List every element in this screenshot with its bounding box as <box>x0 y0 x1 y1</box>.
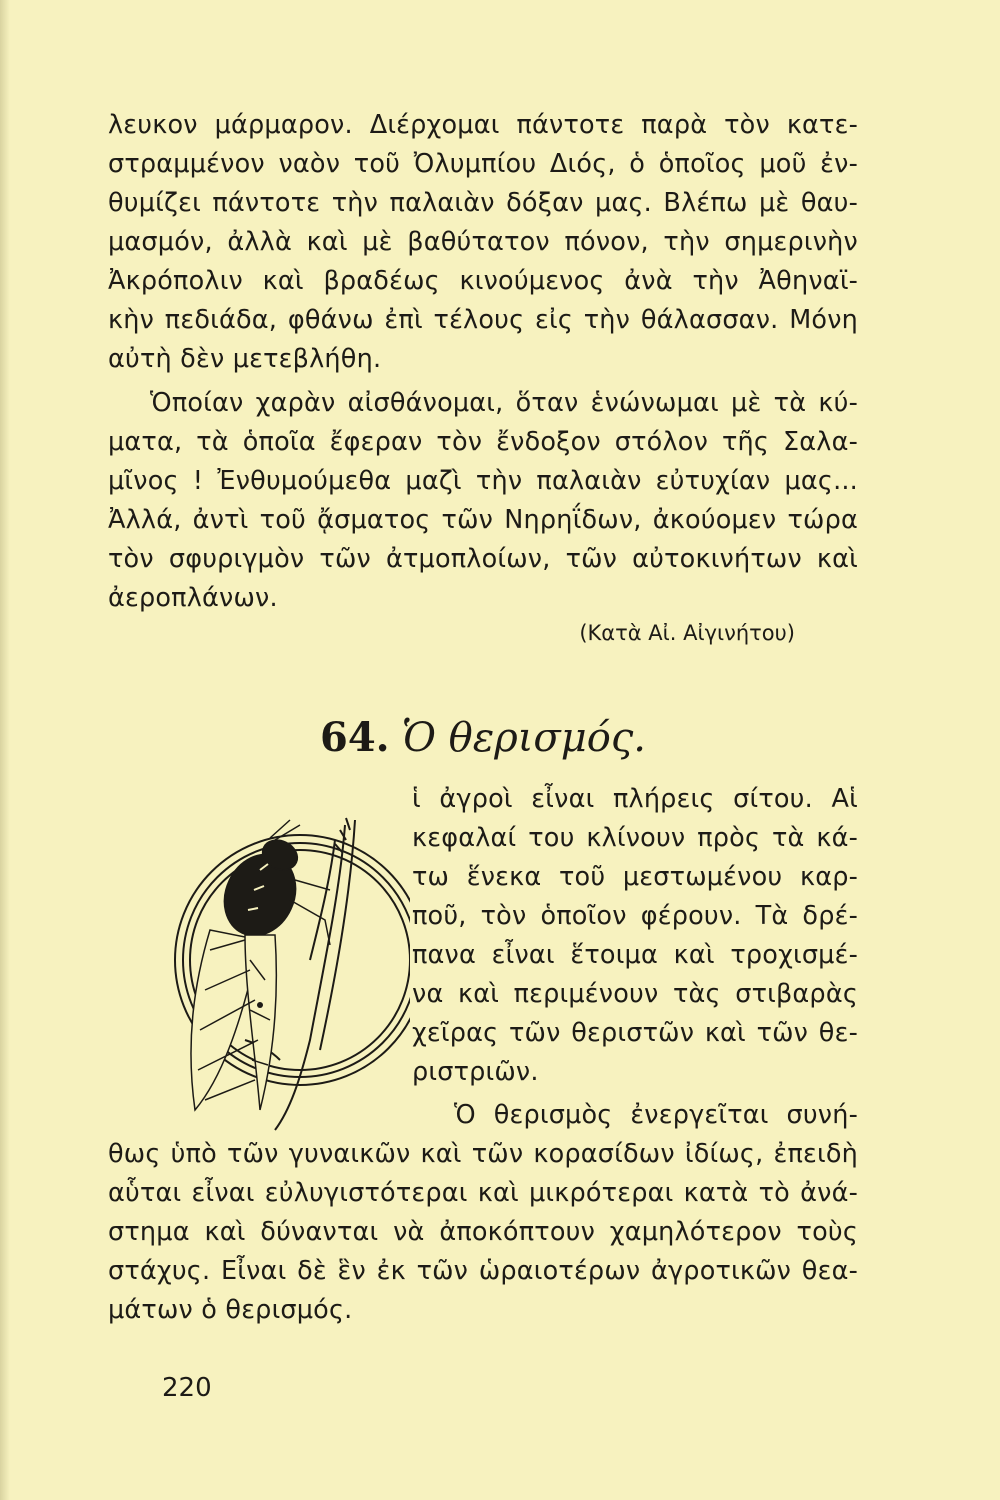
text-line: λευκον μάρμαρον. Διέρχομαι πάντοτε παρὰ τὸν κατε- <box>108 110 858 140</box>
text-line: μάτων ὁ θερισμός. <box>108 1295 353 1325</box>
text-line: στάχυς. Εἶναι δὲ ἓν ἐκ τῶν ὡραιοτέρων ἀγροτικῶν θεα- <box>108 1256 858 1286</box>
text-line: τω ἕνεκα τοῦ μεστωμένου καρ- <box>412 862 858 892</box>
text-line: αὐτὴ δὲν μετεβλήθη. <box>108 344 382 374</box>
text-line: ἀεροπλάνων. <box>108 583 278 613</box>
text-line: θως ὑπὸ τῶν γυναικῶν καὶ τῶν κορασίδων ἰδίως, ἐπειδὴ <box>108 1139 858 1169</box>
page-number: 220 <box>162 1373 212 1403</box>
cicada-wheat-emblem-icon <box>150 810 410 1140</box>
text-line: μασμόν, ἀλλὰ καὶ μὲ βαθύτατον πόνον, τὴν σημερινὴν <box>108 227 858 257</box>
text-line: ριστριῶν. <box>412 1057 539 1087</box>
section-heading <box>320 710 646 766</box>
text-line: Ὁ θερισμὸς ἐνεργεῖται συνή- <box>454 1100 858 1130</box>
text-line: μῖνος ! Ἐνθυμούμεθα μαζὶ τὴν παλαιὰν εὐτυχίαν μας... <box>108 466 858 496</box>
text-line: ἱ ἀγροὶ εἶναι πλήρεις σίτου. Αἱ <box>412 784 858 814</box>
text-line: Ἀλλά, ἀντὶ τοῦ ᾄσματος τῶν Νηρηΐδων, ἀκούομεν τώρα <box>108 505 858 535</box>
text-line: πανα εἶναι ἕτοιμα καὶ τροχισμέ- <box>412 940 858 970</box>
text-line: κεφαλαί του κλίνουν πρὸς τὰ κά- <box>412 823 858 853</box>
text-line: θυμίζει πάντοτε τὴν παλαιὰν δόξαν μας. Βλέπω μὲ θαυ- <box>108 188 858 218</box>
text-line: στημα καὶ δύνανται νὰ ἀποκόπτουν χαμηλότερον τοὺς <box>108 1217 858 1247</box>
section-number: 64. <box>320 714 390 761</box>
text-line: να καὶ περιμένουν τὰς στιβαρὰς <box>412 979 858 1009</box>
text-line: ματα, τὰ ὁποῖα ἔφεραν τὸν ἔνδοξον στόλον τῆς Σαλα- <box>108 427 858 457</box>
text-line: Ἀκρόπολιν καὶ βραδέως κινούμενος ἀνὰ τὴν Ἀθηναϊ- <box>108 266 858 296</box>
section-title: Ὁ θερισμός. <box>401 715 646 761</box>
text-line: στραμμένον ναὸν τοῦ Ὀλυμπίου Διός, ὁ ὁποῖος μοῦ ἐν- <box>108 149 858 179</box>
text-line: αὗται εἶναι εὐλυγιστότεραι καὶ μικρότεραι κατὰ τὸ ἀνά- <box>108 1178 858 1208</box>
text-line: ποῦ, τὸν ὁποῖον φέρουν. Τὰ δρέ- <box>412 901 858 931</box>
page-edge-shadow <box>0 0 10 1500</box>
text-line: κὴν πεδιάδα, φθάνω ἐπὶ τέλους εἰς τὴν θάλασσαν. Μόνη <box>108 305 858 335</box>
text-line: χεῖρας τῶν θεριστῶν καὶ τῶν θε- <box>412 1018 858 1048</box>
attribution: (Κατὰ Αἰ. Αἰγινήτου) <box>579 621 795 645</box>
text-line: Ὁποίαν χαρὰν αἰσθάνομαι, ὅταν ἑνώνωμαι μὲ τὰ κύ- <box>150 388 858 418</box>
text-line: τὸν σφυριγμὸν τῶν ἀτμοπλοίων, τῶν αὐτοκινήτων καὶ <box>108 544 858 574</box>
